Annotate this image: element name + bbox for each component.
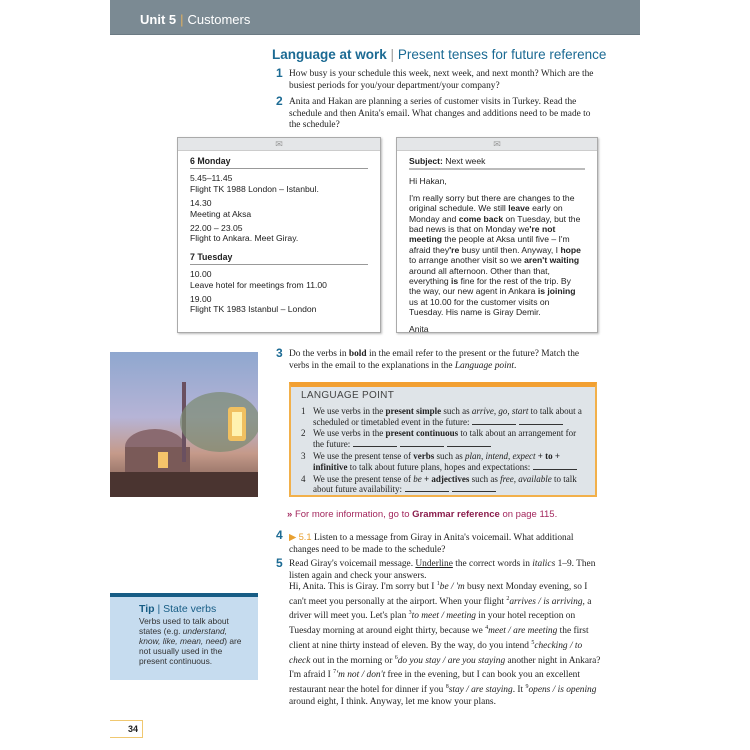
text-segment: arrives / is arriving [509, 596, 583, 607]
text-segment: . [513, 360, 517, 371]
text-segment: Verbs used to talk about states (e.g. [139, 616, 229, 636]
tip-title [139, 604, 250, 614]
grammar-reference-link[interactable]: Grammar reference [412, 509, 500, 520]
text-segment: arrive, go, start [471, 405, 529, 416]
photo-illustration [110, 352, 258, 497]
text-segment: free, available [500, 473, 552, 484]
text-segment: We use verbs in the [313, 428, 386, 439]
answer-blank[interactable] [472, 417, 516, 425]
item-number: 3 [408, 610, 412, 617]
language-point-heading: LANGUAGE POINT [301, 390, 395, 401]
question-number: 3 [276, 346, 283, 360]
text-segment: be [413, 473, 422, 484]
text-segment: around eight, I think. Anyway, let me know your plans. [289, 696, 496, 707]
section-subtitle: Present tenses for future reference [397, 47, 607, 62]
text-segment: checking / to check [289, 641, 583, 666]
text-segment: come back [458, 213, 504, 224]
answer-blank[interactable] [405, 484, 449, 492]
text-segment: + to + infinitive [313, 450, 560, 472]
question-text: Anita and Hakan are planning a series of customer visits in Turkey. Read the schedule and then Anita's email. What changes and additions need to be made to the schedule? [289, 97, 591, 131]
text-segment: meet / are meeting [488, 626, 558, 637]
schedule-entry [190, 198, 368, 219]
text-segment: to talk about an arrangement for the future: [313, 428, 577, 450]
envelope-icon: ✉ [397, 138, 597, 151]
item-number: 5 [531, 639, 535, 646]
email-greeting: Hi Hakan, [409, 176, 447, 187]
schedule-time: 5.45–11.45 [190, 173, 233, 184]
text-segment: in your hotel reception on Tuesday morning at around eight thirty, because we [289, 611, 576, 637]
play-audio-icon[interactable]: ▶ [289, 531, 297, 542]
unit-header [110, 0, 640, 35]
page-number: 34 [110, 720, 143, 738]
question-number: 2 [276, 94, 283, 108]
schedule-time: 10.00 [190, 269, 212, 280]
title-separator: | [390, 47, 395, 62]
question-4 [276, 528, 601, 556]
text-segment: understand, know, like, mean, need [139, 626, 228, 646]
question-text: How busy is your schedule this week, next week, and next month? Which are the busiest periods for you/your department/your company? [289, 69, 594, 91]
istanbul-lanterns-photo [110, 352, 258, 497]
voicemail-text [289, 579, 604, 708]
text-segment: such as [434, 450, 465, 461]
schedule-time: 19.00 [190, 294, 212, 305]
text-segment: such as [441, 405, 472, 416]
answer-blank[interactable] [519, 417, 563, 425]
question-1 [276, 66, 601, 92]
question-number: 5 [276, 556, 283, 570]
text-segment: the first client at nine thirty instead of eleven. By the way, do you intend [289, 626, 589, 651]
text-segment: stay / are staying [448, 685, 513, 696]
text-segment: on Tuesday, but the bad news is that on Monday we [409, 213, 581, 235]
schedule-event: Meeting at Aksa [190, 208, 252, 219]
schedule-event: Flight TK 1988 London – Istanbul. [190, 183, 319, 194]
text-segment: 'm not / don't [336, 670, 386, 681]
text-segment: to talk about a scheduled or timetabled event in the future: [313, 405, 582, 427]
text-segment: the correct words in [452, 559, 533, 569]
text-segment: is joining [537, 286, 576, 297]
question-text [276, 346, 601, 372]
unit-topic: Customers [187, 12, 251, 27]
audio-track[interactable]: 5.1 [298, 531, 312, 542]
answer-blank[interactable] [452, 484, 496, 492]
text-segment: verbs [413, 450, 435, 461]
question-2 [276, 94, 601, 132]
text-segment: + adjectives [421, 473, 470, 484]
text-segment: . It [512, 685, 526, 696]
question-3 [276, 346, 601, 372]
schedule-time: 22.00 – 23.05 [190, 223, 243, 234]
schedule-entry [190, 294, 368, 315]
schedule-event: Leave hotel for meetings from 11.00 [190, 279, 327, 290]
text-segment: Do the verbs in [289, 349, 349, 359]
text-segment: We use verbs in the [313, 405, 386, 416]
item-number: 2 [301, 428, 306, 439]
answer-blank[interactable] [400, 439, 444, 447]
text-segment: hope [560, 244, 581, 255]
text-segment: opens / is opening [528, 685, 597, 696]
email-signature: Anita [409, 323, 429, 334]
item-number: 8 [445, 684, 449, 691]
item-number: 4 [485, 625, 489, 632]
text-segment: We use the present tense of [313, 450, 414, 461]
email-body [409, 193, 585, 318]
chevron-right-icon: » [287, 509, 293, 520]
text-segment: Language point [454, 360, 514, 371]
text-segment: italics [532, 559, 556, 569]
text-segment: to meet / meeting [411, 611, 476, 622]
language-point-item [301, 428, 585, 450]
schedule-entry [190, 223, 368, 244]
text-segment: free in the evening, but I can book you an excellent restaurant near the hotel for dinner if you [289, 670, 580, 696]
text-segment: busy until then. Anyway, I [459, 244, 561, 255]
language-point-item [301, 451, 585, 473]
text-segment: fine for the rest of the trip. By the way, our new agent in Ankara [409, 276, 571, 297]
ref-text: For more information, go to [294, 509, 413, 520]
item-number: 7 [333, 669, 337, 676]
text-segment: We use the present tense of [313, 473, 414, 484]
text-segment: to talk about future plans, hopes and expectations: [347, 461, 531, 472]
subject-label: Subject: [409, 156, 443, 166]
question-text: Listen to a message from Giray in Anita's voicemail. What additional changes need to be made to the schedule? [289, 533, 574, 555]
text-segment: to talk about future availability: [313, 473, 577, 495]
text-segment: such as [469, 473, 501, 484]
answer-blank[interactable] [533, 462, 577, 470]
tip-box [110, 593, 258, 680]
email-subject [409, 156, 585, 170]
subject-value: Next week [445, 156, 486, 166]
tip-body [139, 616, 250, 666]
tip-separator: | [157, 603, 161, 615]
text-segment: bold [348, 349, 367, 359]
schedule-event: Flight to Ankara. Meet Giray. [190, 233, 299, 244]
schedule-card [177, 137, 381, 333]
text-segment: busy next Monday evening, so I can't meet you personally at the airport. When your flight [289, 582, 588, 607]
text-segment: Read Giray's voicemail message. [289, 559, 416, 569]
text-segment: plan, intend, expect [465, 450, 536, 461]
schedule-time: 14.30 [190, 198, 212, 209]
section-title-bold: Language at work [272, 47, 387, 62]
question-number: 4 [276, 528, 283, 542]
schedule-event: Flight TK 1983 Istanbul – London [190, 304, 317, 315]
answer-blank[interactable] [447, 439, 491, 447]
language-point-item [301, 406, 585, 428]
text-segment: is [451, 276, 459, 287]
schedule-day: 6 Monday [190, 156, 368, 169]
text-segment: , a driver will meet you. Let's plan [289, 596, 592, 622]
text-segment: Underline [415, 559, 453, 569]
tip-heading: State verbs [163, 603, 217, 615]
text-segment: Hi, Anita. This is Giray. I'm sorry but I [289, 582, 437, 593]
text-segment: 're [449, 244, 460, 255]
unit-number: Unit 5 [140, 12, 177, 27]
header-separator: | [180, 12, 184, 27]
text-segment: be / 'm [439, 582, 465, 593]
text-segment: 're not meeting [409, 224, 556, 245]
item-number: 1 [436, 581, 440, 587]
item-number: 2 [506, 595, 510, 602]
envelope-icon: ✉ [178, 138, 380, 151]
grammar-reference-note [287, 509, 557, 520]
language-point-item [301, 474, 585, 496]
language-point-box [289, 382, 597, 497]
item-number: 9 [525, 684, 529, 691]
text-segment: around all afternoon. Other than that, everything [409, 265, 550, 287]
text-segment: leave [508, 203, 530, 214]
text-segment: ) are not usually used in the present continuous. [139, 636, 242, 666]
text-segment: aren't waiting [524, 255, 580, 266]
schedule-day: 7 Tuesday [190, 252, 368, 265]
text-segment: early on Monday and [409, 203, 563, 224]
ref-text: on page 115. [499, 509, 558, 520]
text-segment: I'm really sorry but there are changes to the original schedule. We still [409, 192, 575, 214]
schedule-entry [190, 173, 368, 194]
text-segment: in the email refer to the present or the future? Match the verbs in the email to the explanations in the [289, 349, 580, 371]
question-number: 1 [276, 66, 283, 80]
schedule-entry [190, 269, 368, 290]
answer-blank[interactable] [353, 439, 397, 447]
text-segment: another night in Ankara? I'm afraid I [289, 655, 601, 681]
text-segment: do you stay / are you staying [397, 655, 506, 666]
item-number: 3 [301, 450, 306, 461]
email-card [396, 137, 598, 333]
text-segment: out in the morning or [310, 655, 395, 666]
section-title [272, 47, 606, 62]
text-segment: present continuous [385, 428, 459, 439]
text-segment: the people at Aksa until five – I'm afraid they [409, 234, 570, 255]
item-number: 4 [301, 473, 306, 484]
text-segment: present simple [385, 405, 442, 416]
tip-label: Tip [139, 603, 155, 615]
text-segment: us at 10.00 for the customer visits on Tuesday. His name is Giray Demir. [409, 296, 550, 318]
text-segment: 1–9. Then listen again and check your answers. [289, 559, 596, 581]
item-number: 6 [394, 654, 398, 661]
item-number: 1 [301, 405, 306, 416]
text-segment: to arrange another visit so we [409, 255, 525, 266]
